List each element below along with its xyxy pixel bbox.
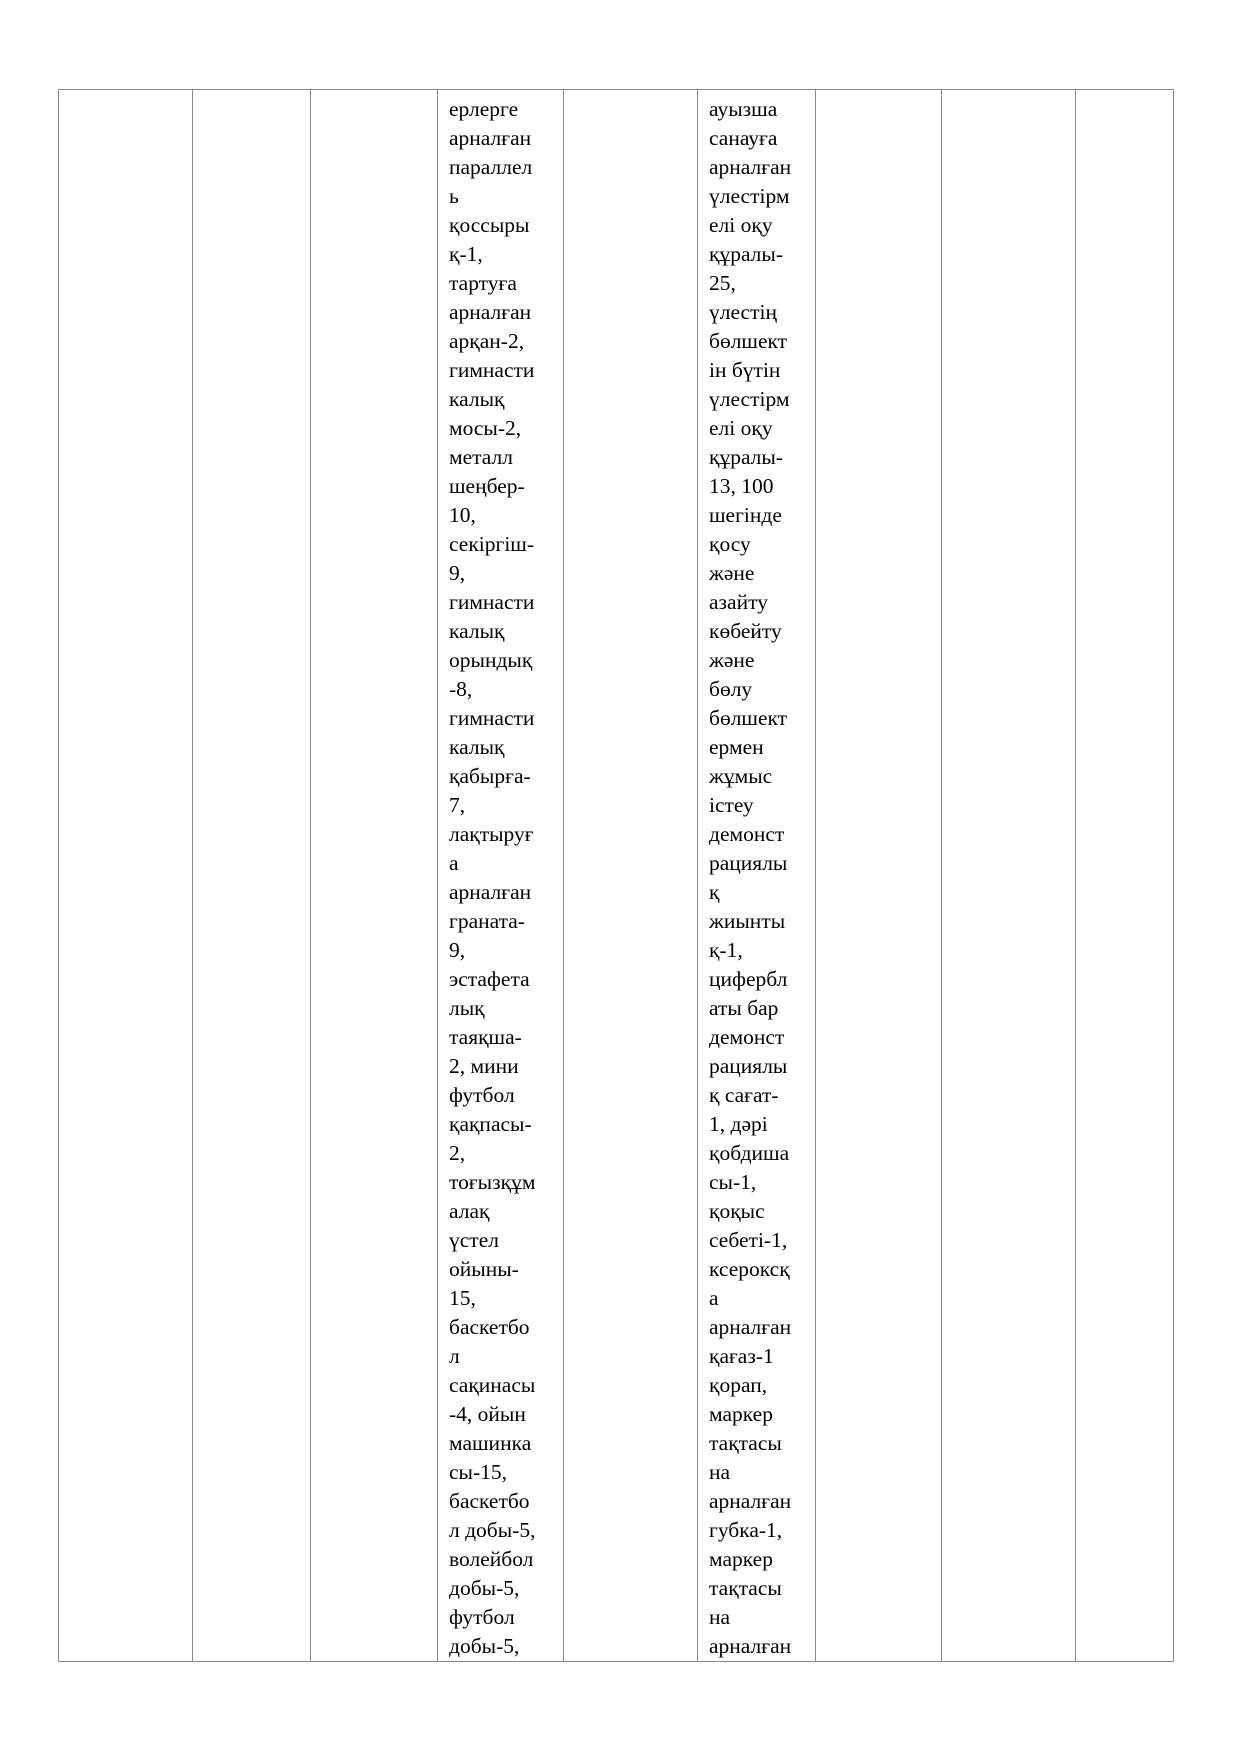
- table-cell-1: [59, 90, 193, 1662]
- table-cell-5: [564, 90, 698, 1662]
- table-row: [59, 90, 1174, 1662]
- inventory-table: [58, 89, 1174, 1662]
- sports-equipment-list: ерлерге арналған параллел ь қоссыры қ-1, тартуға арналған арқан-2, гимнасти калық мосы-2, металл шеңбер- 10, секіргіш- 9, гимнасти калық орындық -8, гимнасти калық қабырға- 7, лақтыруғ а арналған граната- 9, эстафета лық таяқша- 2, мини футбол қақпасы- 2, тоғызқұм алақ үстел ойыны- 15, баскетбо л сақинасы -4, ойын машинка сы-15, баскетбо л добы-5, волейбол добы-5, футбол добы-5,: [449, 97, 536, 1658]
- table-cell-7: [816, 90, 942, 1662]
- cell-7-text: [816, 90, 941, 95]
- table-cell-6: [698, 90, 816, 1662]
- cell-1-text: [59, 90, 192, 95]
- teaching-materials-list: ауызша санауға арналған үлестірм елі оқу құралы- 25, үлестің бөлшект ін бүтін үлестірм елі оқу құралы- 13, 100 шегінде қосу және азайту көбейту және бөлу бөлшект ермен жұмыс істеу демонст рациялы қ жиынты қ-1, цифербл аты бар демонст рациялы қ сағат- 1, дәрі қобдиша сы-1, қоқыс себеті-1, ксероксқ а арналған қағаз-1 қорап, маркер тақтасы на арналған губка-1, маркер тақтасы на арналған: [709, 97, 792, 1658]
- cell-9-text: [1076, 90, 1173, 95]
- cell-3-text: [311, 90, 437, 95]
- table-cell-8: [942, 90, 1076, 1662]
- cell-2-text: [193, 90, 310, 95]
- table-cell-4: [438, 90, 564, 1662]
- table-cell-3: [311, 90, 438, 1662]
- table-cell-9: [1076, 90, 1174, 1662]
- cell-8-text: [942, 90, 1075, 95]
- cell-5-text: [564, 90, 697, 95]
- table-cell-2: [193, 90, 311, 1662]
